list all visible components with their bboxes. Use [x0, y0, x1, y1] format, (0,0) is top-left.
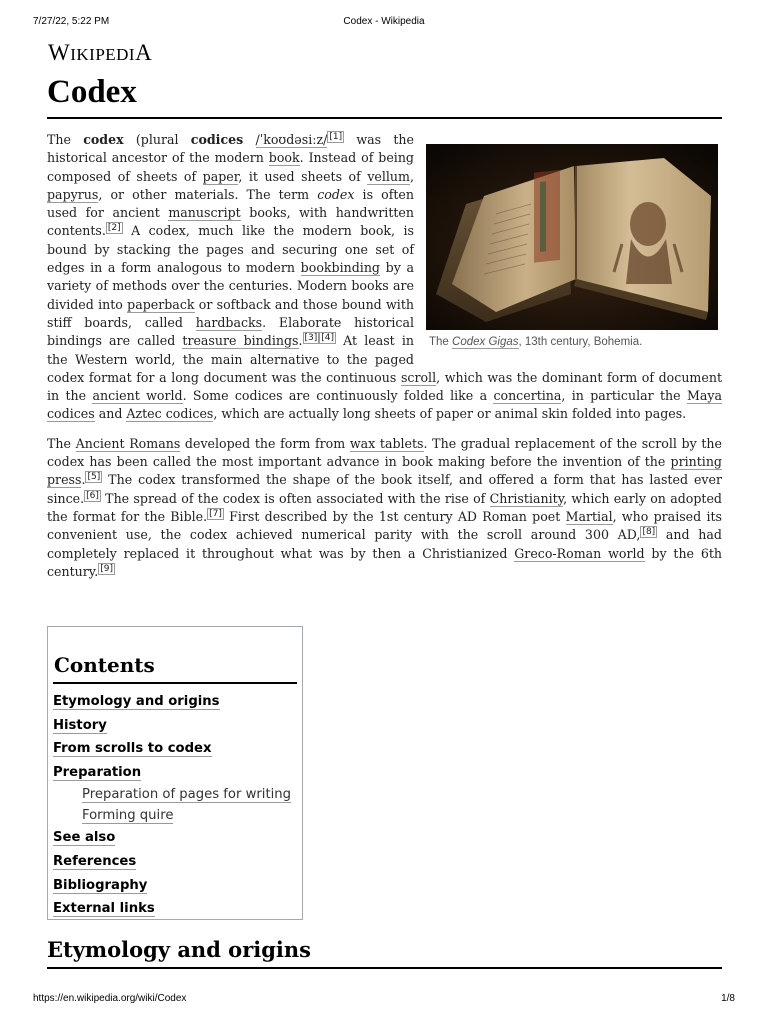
toc-item [53, 850, 297, 874]
citation-link[interactable]: [5] [87, 472, 101, 483]
toc-item [53, 714, 297, 738]
text: , in particular the [561, 388, 687, 404]
toc-title: Contents [54, 653, 155, 677]
text: and had completely replaced it throughout what was by then a Christianized [47, 527, 722, 561]
print-header [33, 16, 735, 30]
text: was the historical ancestor of the modern [47, 132, 414, 166]
wordmark-a: A [135, 40, 153, 65]
article-body [47, 131, 722, 592]
text: . The gradual replacement of the scroll by the codex has been called the most important advance in book making before the invention of the [47, 435, 722, 470]
link-scroll[interactable]: scroll [400, 369, 437, 385]
toc-link-external-links[interactable]: External links [53, 901, 155, 917]
text: books, with handwritten contents. [47, 205, 414, 239]
print-datetime: 7/27/22, 5:22 PM [33, 16, 110, 27]
citation-link[interactable]: [4] [321, 333, 335, 344]
toc-item [53, 690, 297, 714]
text: . Instead of being composed of sheets of [47, 150, 414, 184]
citation [207, 508, 224, 520]
link-book[interactable]: book [268, 150, 300, 166]
citation [327, 131, 344, 143]
citation [85, 471, 102, 483]
print-footer [33, 993, 735, 1007]
text: by a variety of methods over the centuries. Modern books are divided into [47, 260, 414, 312]
toc-link-scrolls-to-codex[interactable]: From scrolls to codex [53, 741, 212, 757]
link-greco-roman-world[interactable]: Greco-Roman world [514, 545, 645, 561]
citation-link[interactable]: [3] [304, 333, 318, 344]
toc-subitem [53, 784, 297, 805]
citation [303, 332, 337, 344]
text: , it used sheets of [238, 168, 368, 184]
table-of-contents [47, 626, 303, 920]
text: developed the form from [180, 435, 350, 451]
text: , who praised its convenient use, the codex achieved numerical parity with the scroll around 300 AD, [47, 508, 722, 543]
link-hardbacks[interactable]: hardbacks [195, 314, 263, 330]
text: , which are actually long sheets of paper or animal skin folded into pages. [213, 406, 687, 422]
toc-link-etymology[interactable]: Etymology and origins [53, 694, 220, 709]
text: and [94, 406, 127, 422]
text: The codex transformed the shape of the book itself, and offered a form that has lasted ever since. [47, 472, 722, 506]
text: First described by the 1st century AD Roman poet [223, 508, 566, 524]
text: . [81, 472, 86, 488]
page-title: Codex [47, 74, 137, 110]
text: , [410, 168, 415, 184]
text: by the 6th century. [47, 545, 723, 579]
toc-link-preparation-of-pages[interactable]: Preparation of pages for writing [82, 787, 292, 803]
toc-item [53, 737, 297, 761]
link-wax-tablets[interactable]: wax tablets [349, 435, 424, 451]
paragraph-history-summary [47, 435, 722, 581]
title-divider [47, 117, 722, 119]
toc-list [53, 690, 297, 921]
text: is often used for ancient [47, 186, 414, 221]
toc-item [53, 761, 297, 785]
print-url: https://en.wikipedia.org/wiki/Codex [33, 993, 187, 1004]
text [243, 132, 255, 147]
wordmark-ikipedi: IKIPEDI [70, 45, 136, 64]
print-page-number: 1/8 [721, 993, 735, 1004]
link-papyrus[interactable]: papyrus [47, 186, 99, 202]
toc-link-preparation[interactable]: Preparation [53, 764, 142, 780]
print-page-title: Codex - Wikipedia [343, 16, 425, 27]
citation-link[interactable]: [9] [100, 563, 114, 574]
link-concertina[interactable]: concertina [493, 388, 562, 404]
link-paperback[interactable]: paperback [127, 296, 195, 312]
link-paper[interactable]: paper [202, 168, 239, 184]
wikipedia-wordmark[interactable] [48, 40, 152, 66]
bold-term: codices [190, 132, 244, 147]
link-christianity[interactable]: Christianity [489, 490, 564, 506]
link-printing-press[interactable]: printing press [47, 454, 722, 488]
text: . [298, 333, 303, 349]
citation [640, 526, 657, 538]
link-ancient-world[interactable]: ancient world [92, 388, 183, 404]
toc-item [53, 826, 297, 850]
italic-term: codex [317, 186, 355, 202]
toc-item [53, 874, 297, 898]
wordmark-w: W [48, 40, 71, 65]
citation-link[interactable]: [8] [642, 527, 656, 538]
text: , which was the dominant form of document in the [47, 369, 722, 404]
citation [106, 222, 123, 234]
toc-link-see-also[interactable]: See also [53, 830, 116, 846]
text: The [47, 435, 76, 451]
toc-subitem [53, 805, 297, 826]
caption-prefix: The [429, 336, 453, 348]
caption-suffix: , 13th century, Bohemia. [518, 336, 643, 348]
toc-link-history[interactable]: History [53, 717, 107, 733]
section-divider [47, 967, 722, 969]
citation-link[interactable]: [2] [107, 223, 121, 234]
link-ipa-pronunciation[interactable]: /ˈkoʊdəsiːz/ [255, 132, 328, 147]
toc-divider [53, 682, 297, 684]
toc-item [53, 897, 297, 921]
citation-link[interactable]: [1] [329, 132, 343, 142]
link-codex-gigas[interactable]: Codex Gigas [452, 336, 519, 348]
text: The [47, 132, 84, 147]
link-manuscript[interactable]: manuscript [168, 205, 241, 221]
text: (plural [123, 132, 191, 147]
section-heading-etymology: Etymology and origins [47, 937, 311, 962]
text: The spread of the codex is often associated with the rise of [100, 490, 490, 506]
text: or softback and those bound with stiff boards, called [47, 296, 414, 330]
bold-term: codex [83, 132, 124, 147]
text: , or other materials. The term [98, 186, 318, 202]
toc-link-forming-quire[interactable]: Forming quire [82, 808, 174, 824]
link-martial[interactable]: Martial [565, 508, 613, 524]
link-maya-codices[interactable]: Maya codices [47, 388, 722, 422]
link-ancient-romans[interactable]: Ancient Romans [75, 435, 181, 451]
link-aztec-codices[interactable]: Aztec codices [126, 406, 214, 422]
citation-link[interactable]: [6] [86, 490, 99, 501]
figure-caption [426, 335, 722, 349]
citation [98, 563, 115, 575]
codex-gigas-image[interactable] [426, 144, 718, 330]
citation [84, 490, 101, 502]
figure-codex-gigas [426, 144, 722, 349]
text: At least in the Western world, the main alternative to the paged codex format for a long document was the continuous [47, 333, 414, 385]
toc-link-bibliography[interactable]: Bibliography [53, 877, 148, 893]
text: . Some codices are continuously folded like a [182, 388, 494, 404]
text: , which early on adopted the format for the Bible. [47, 490, 722, 524]
link-bookbinding[interactable]: bookbinding [300, 260, 380, 276]
link-treasure-bindings[interactable]: treasure bindings [182, 333, 299, 349]
citation-link[interactable]: [7] [209, 508, 222, 519]
text: A codex, much like the modern book, is bound by stacking the pages and securing one set of edges in a form analogous to modern [47, 223, 414, 276]
link-vellum[interactable]: vellum [367, 168, 410, 184]
toc-link-references[interactable]: References [53, 853, 137, 869]
text: . Elaborate historical bindings are called [47, 314, 415, 349]
